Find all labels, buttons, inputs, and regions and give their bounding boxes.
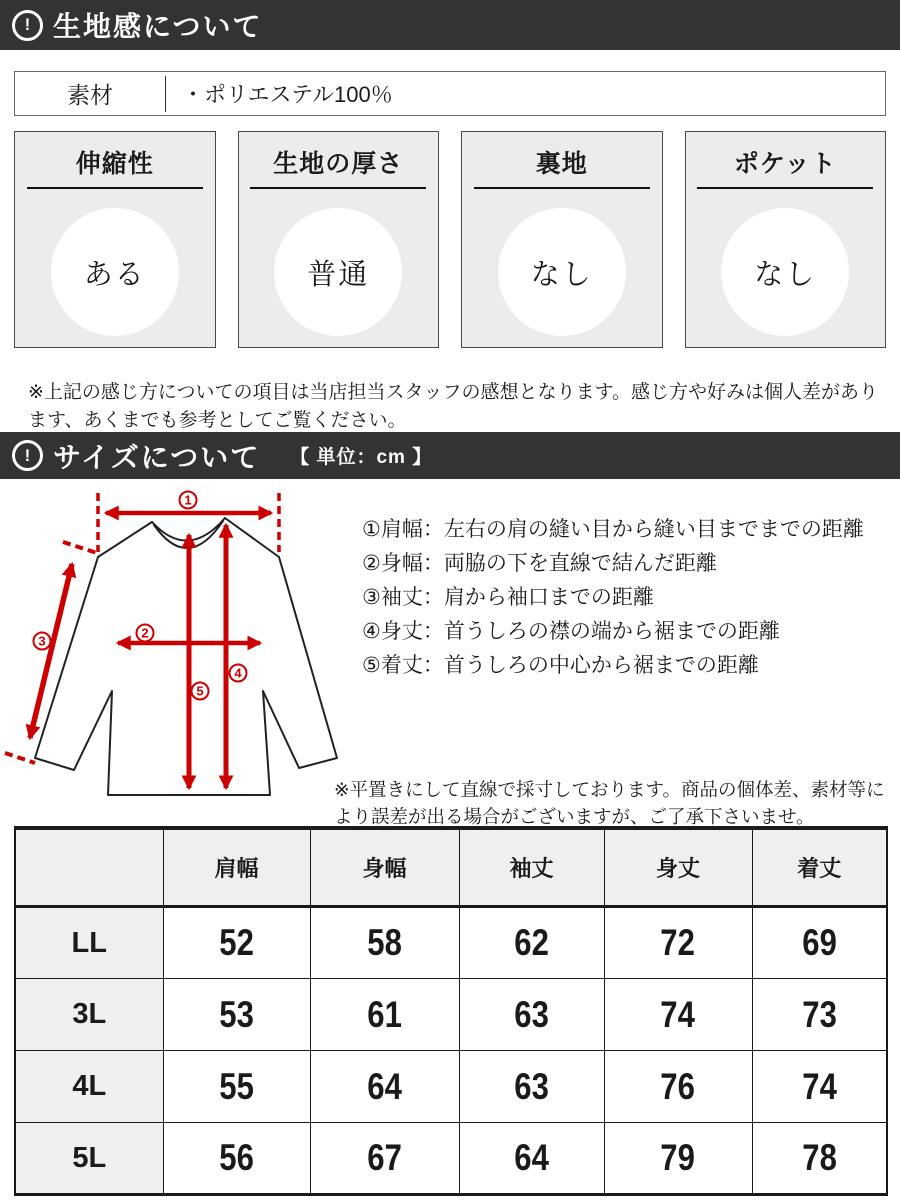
material-label: 素材 [67, 82, 113, 108]
label-5: 5 [196, 683, 204, 699]
guide-dashed-sleeve-top [63, 542, 97, 553]
measuring-disclaimer-note: ※平置きにして直線で採寸しております。商品の個体差、素材等により誤差が出る場合がございますが、ご了承下さいませ。 [334, 778, 885, 827]
size-table [14, 826, 888, 1196]
col-header-size [15, 828, 163, 907]
cell-value: 63 [459, 979, 604, 1051]
cell-value: 74 [752, 1051, 887, 1123]
cell-value: 55 [163, 1051, 310, 1123]
material-row [14, 71, 886, 116]
size-label: 3L [15, 979, 163, 1051]
cell-value: 67 [310, 1123, 459, 1195]
cell-value: 58 [310, 907, 459, 979]
size-label: 5L [15, 1123, 163, 1195]
attribute-value: なし [754, 258, 817, 291]
table-row [15, 907, 887, 979]
fabric-section-header [0, 0, 900, 50]
legend-line-2: ②身幅：両脇の下を直線で結んだ距離 [362, 552, 717, 575]
cell-value: 64 [459, 1123, 604, 1195]
table-row [15, 979, 887, 1051]
size-table-header-row [15, 828, 887, 907]
label-1: 1 [184, 492, 192, 508]
cell-value: 62 [459, 907, 604, 979]
fabric-disclaimer-note: ※上記の感じ方についての項目は当店担当スタッフの感想となります。感じ方や好みは個人差があります、あくまでも参考としてご覧ください。 [28, 382, 879, 431]
label-4: 4 [234, 665, 242, 681]
attribute-value-circle [498, 208, 626, 336]
cell-value: 79 [604, 1123, 752, 1195]
attribute-value: なし [530, 258, 593, 291]
attribute-value: ある [83, 258, 146, 291]
measurement-legend [362, 513, 864, 683]
cell-value: 69 [752, 907, 887, 979]
cell-value: 73 [752, 979, 887, 1051]
arrow-sleeve-length [30, 564, 72, 738]
attribute-card-pocket [685, 131, 887, 348]
attribute-label: ポケット [697, 144, 873, 189]
garment-measurement-diagram [2, 485, 352, 815]
attribute-value-circle [274, 208, 402, 336]
attribute-value: 普通 [307, 258, 370, 291]
legend-line-4: ④身丈：首うしろの襟の端から裾までの距離 [362, 620, 780, 643]
cell-value: 56 [163, 1123, 310, 1195]
cell-value: 61 [310, 979, 459, 1051]
attribute-value-circle [51, 208, 179, 336]
cell-value: 72 [604, 907, 752, 979]
table-row [15, 1123, 887, 1195]
fabric-section-title: 生地感について [53, 11, 263, 42]
cell-value: 63 [459, 1051, 604, 1123]
legend-line-3: ③袖丈：肩から袖口までの距離 [362, 586, 654, 609]
material-value: ・ポリエステル100％ [182, 82, 393, 107]
size-label: LL [15, 907, 163, 979]
cell-value: 78 [752, 1123, 887, 1195]
unit-label: 【 単位：cm 】 [290, 447, 433, 468]
shirt-outline [35, 518, 337, 795]
size-label: 4L [15, 1051, 163, 1123]
label-3: 3 [38, 633, 46, 649]
size-section-header [0, 432, 900, 479]
attribute-card-lining [461, 131, 663, 348]
attribute-label: 裏地 [474, 144, 650, 189]
guide-dashed-sleeve-bottom [5, 753, 35, 763]
attribute-label: 伸縮性 [27, 144, 203, 189]
alert-icon: ! [12, 440, 43, 471]
size-section-title: サイズについて [53, 441, 261, 473]
cell-value: 76 [604, 1051, 752, 1123]
attribute-card-thickness [238, 131, 440, 348]
cell-value: 53 [163, 979, 310, 1051]
cell-value: 74 [604, 979, 752, 1051]
cell-value: 52 [163, 907, 310, 979]
fabric-attribute-cards [14, 131, 886, 348]
table-row [15, 1051, 887, 1123]
legend-line-1: ①肩幅：左右の肩の縫い目から縫い目までまでの距離 [362, 518, 864, 541]
label-2: 2 [141, 625, 149, 641]
col-header-chest: 身幅 [310, 828, 459, 907]
legend-line-5: ⑤着丈：首うしろの中心から裾までの距離 [362, 654, 759, 677]
attribute-card-stretch [14, 131, 216, 348]
alert-icon: ! [12, 10, 43, 41]
attribute-value-circle [721, 208, 849, 336]
col-header-shoulder: 肩幅 [163, 828, 310, 907]
attribute-label: 生地の厚さ [250, 144, 426, 189]
col-header-sleeve: 袖丈 [459, 828, 604, 907]
cell-value: 64 [310, 1051, 459, 1123]
col-header-body-length: 身丈 [604, 828, 752, 907]
col-header-total-length: 着丈 [752, 828, 887, 907]
